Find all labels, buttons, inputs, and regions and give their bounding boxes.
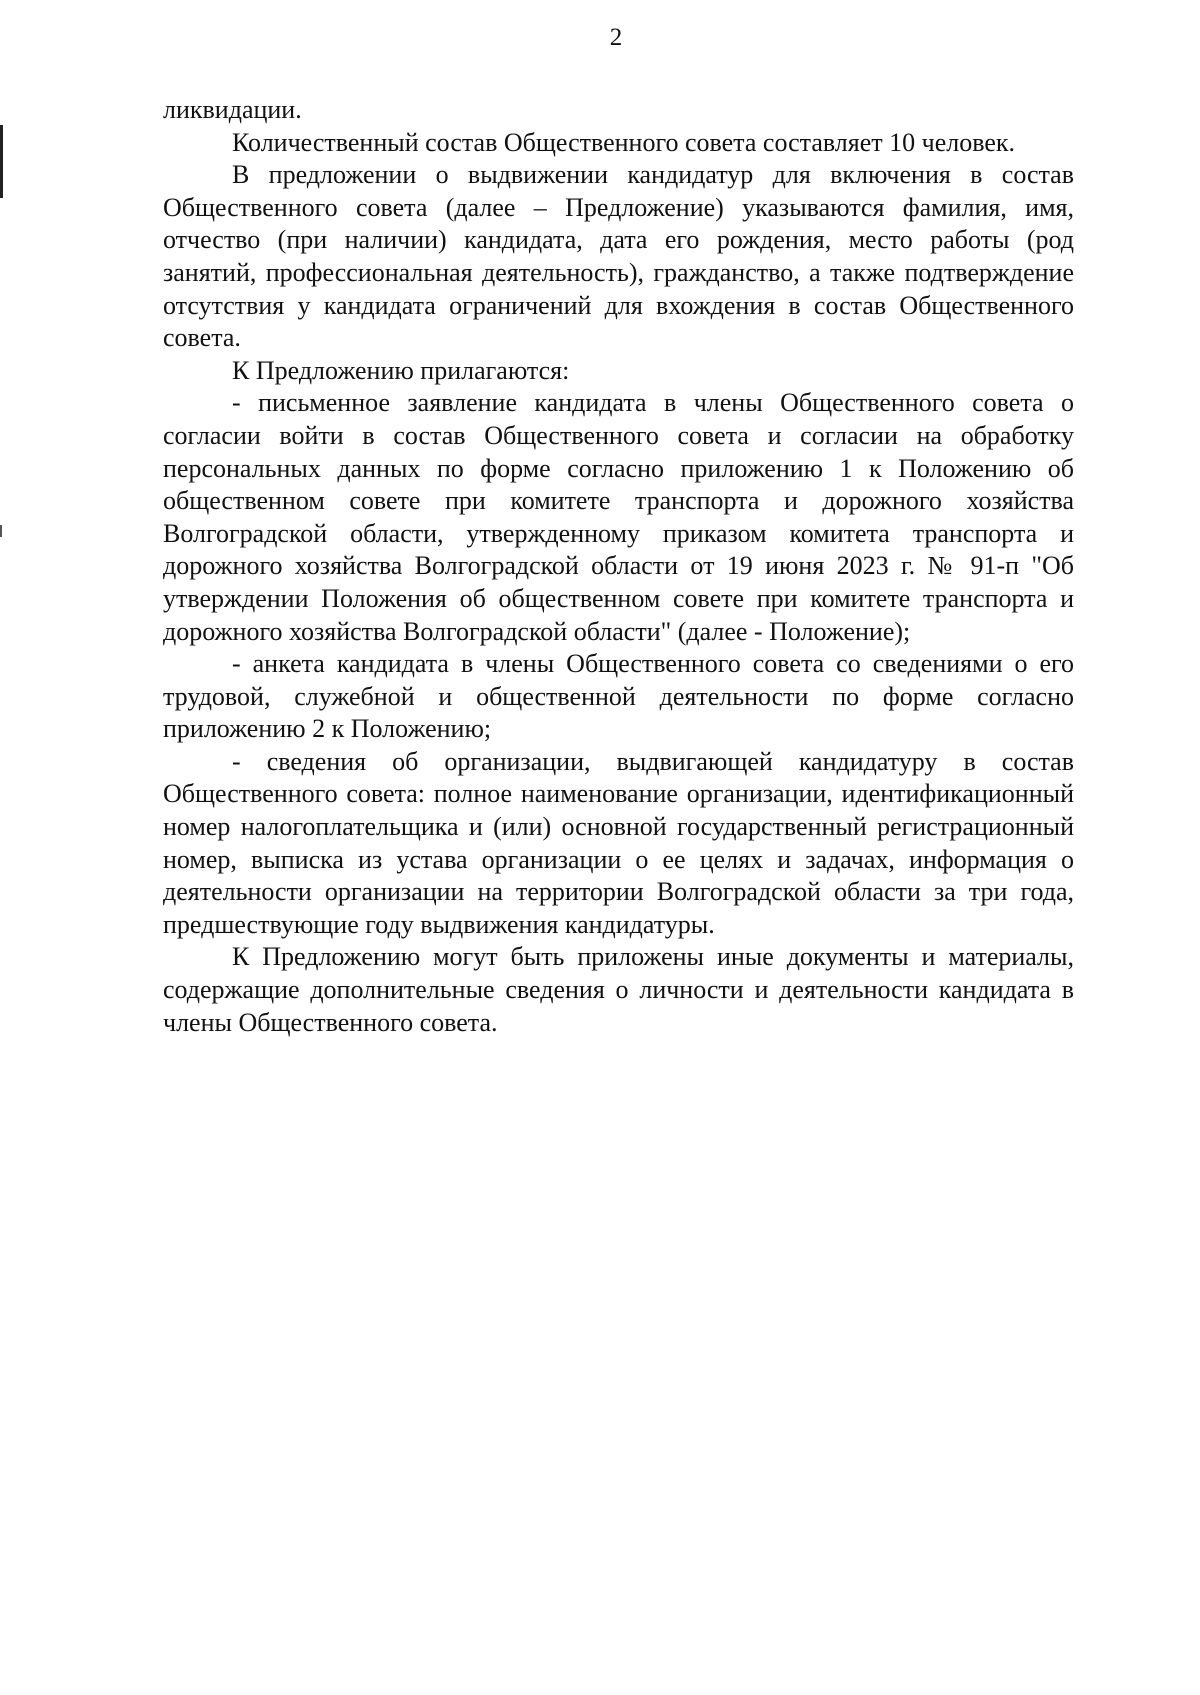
document-body	[163, 94, 1074, 1039]
list-item-organization-info: - сведения об организации, выдвигающей кандидатуру в состав Общественного совета: полное наименование организации, идентификационный номер налогоплательщика и (или) основной государственный регистрационный номер, выписка из устава организации о ее целях и задачах, информация о деятельности организации на территории Волгоградской области за три года, предшествующие году выдвижения кандидатуры.	[163, 746, 1074, 939]
paragraph-attachments-intro: К Предложению прилагаются:	[232, 355, 570, 385]
scan-edge-mark	[0, 525, 2, 537]
list-item-questionnaire: - анкета кандидата в члены Общественного совета со сведениями о его трудовой, служебной и общественной деятельности по форме согласно приложению 2 к Положению;	[163, 649, 1074, 744]
list-item-application: - письменное заявление кандидата в члены Общественного совета о согласии войти в состав Общественного совета и согласии на обработку персональных данных по форме согласно приложению 1 к Положению об общественном совете при комитете транспорта и дорожного хозяйства Волгоградской области, утвержденному приказом комитета транспорта и дорожного хозяйства Волгоградской области от 19 июня 2023 г. № 91-п "Об утверждении Положения об общественном совете при комитете транспорта и дорожного хозяйства Волгоградской области" (далее - Положение);	[163, 388, 1074, 646]
paragraph-liquidation-end: ликвидации.	[163, 95, 302, 124]
paragraph-additional-documents: К Предложению могут быть приложены иные документы и материалы, содержащие дополнительные сведения о личности и деятельности кандидата в члены Общественного совета.	[163, 942, 1074, 1037]
scan-edge-mark	[0, 125, 3, 198]
paragraph-proposal-contents: В предложении о выдвижении кандидатур для включения в состав Общественного совета (далее – Предложение) указываются фамилия, имя, отчество (при наличии) кандидата, дата его рождения, место работы (род занятий, профессиональная деятельность), гражданство, а также подтверждение отсутствия у кандидата ограничений для вхождения в состав Общественного совета.	[163, 160, 1074, 353]
page-number: 2	[609, 24, 623, 51]
paragraph-council-size: Количественный состав Общественного совета составляет 10 человек.	[232, 127, 1016, 157]
